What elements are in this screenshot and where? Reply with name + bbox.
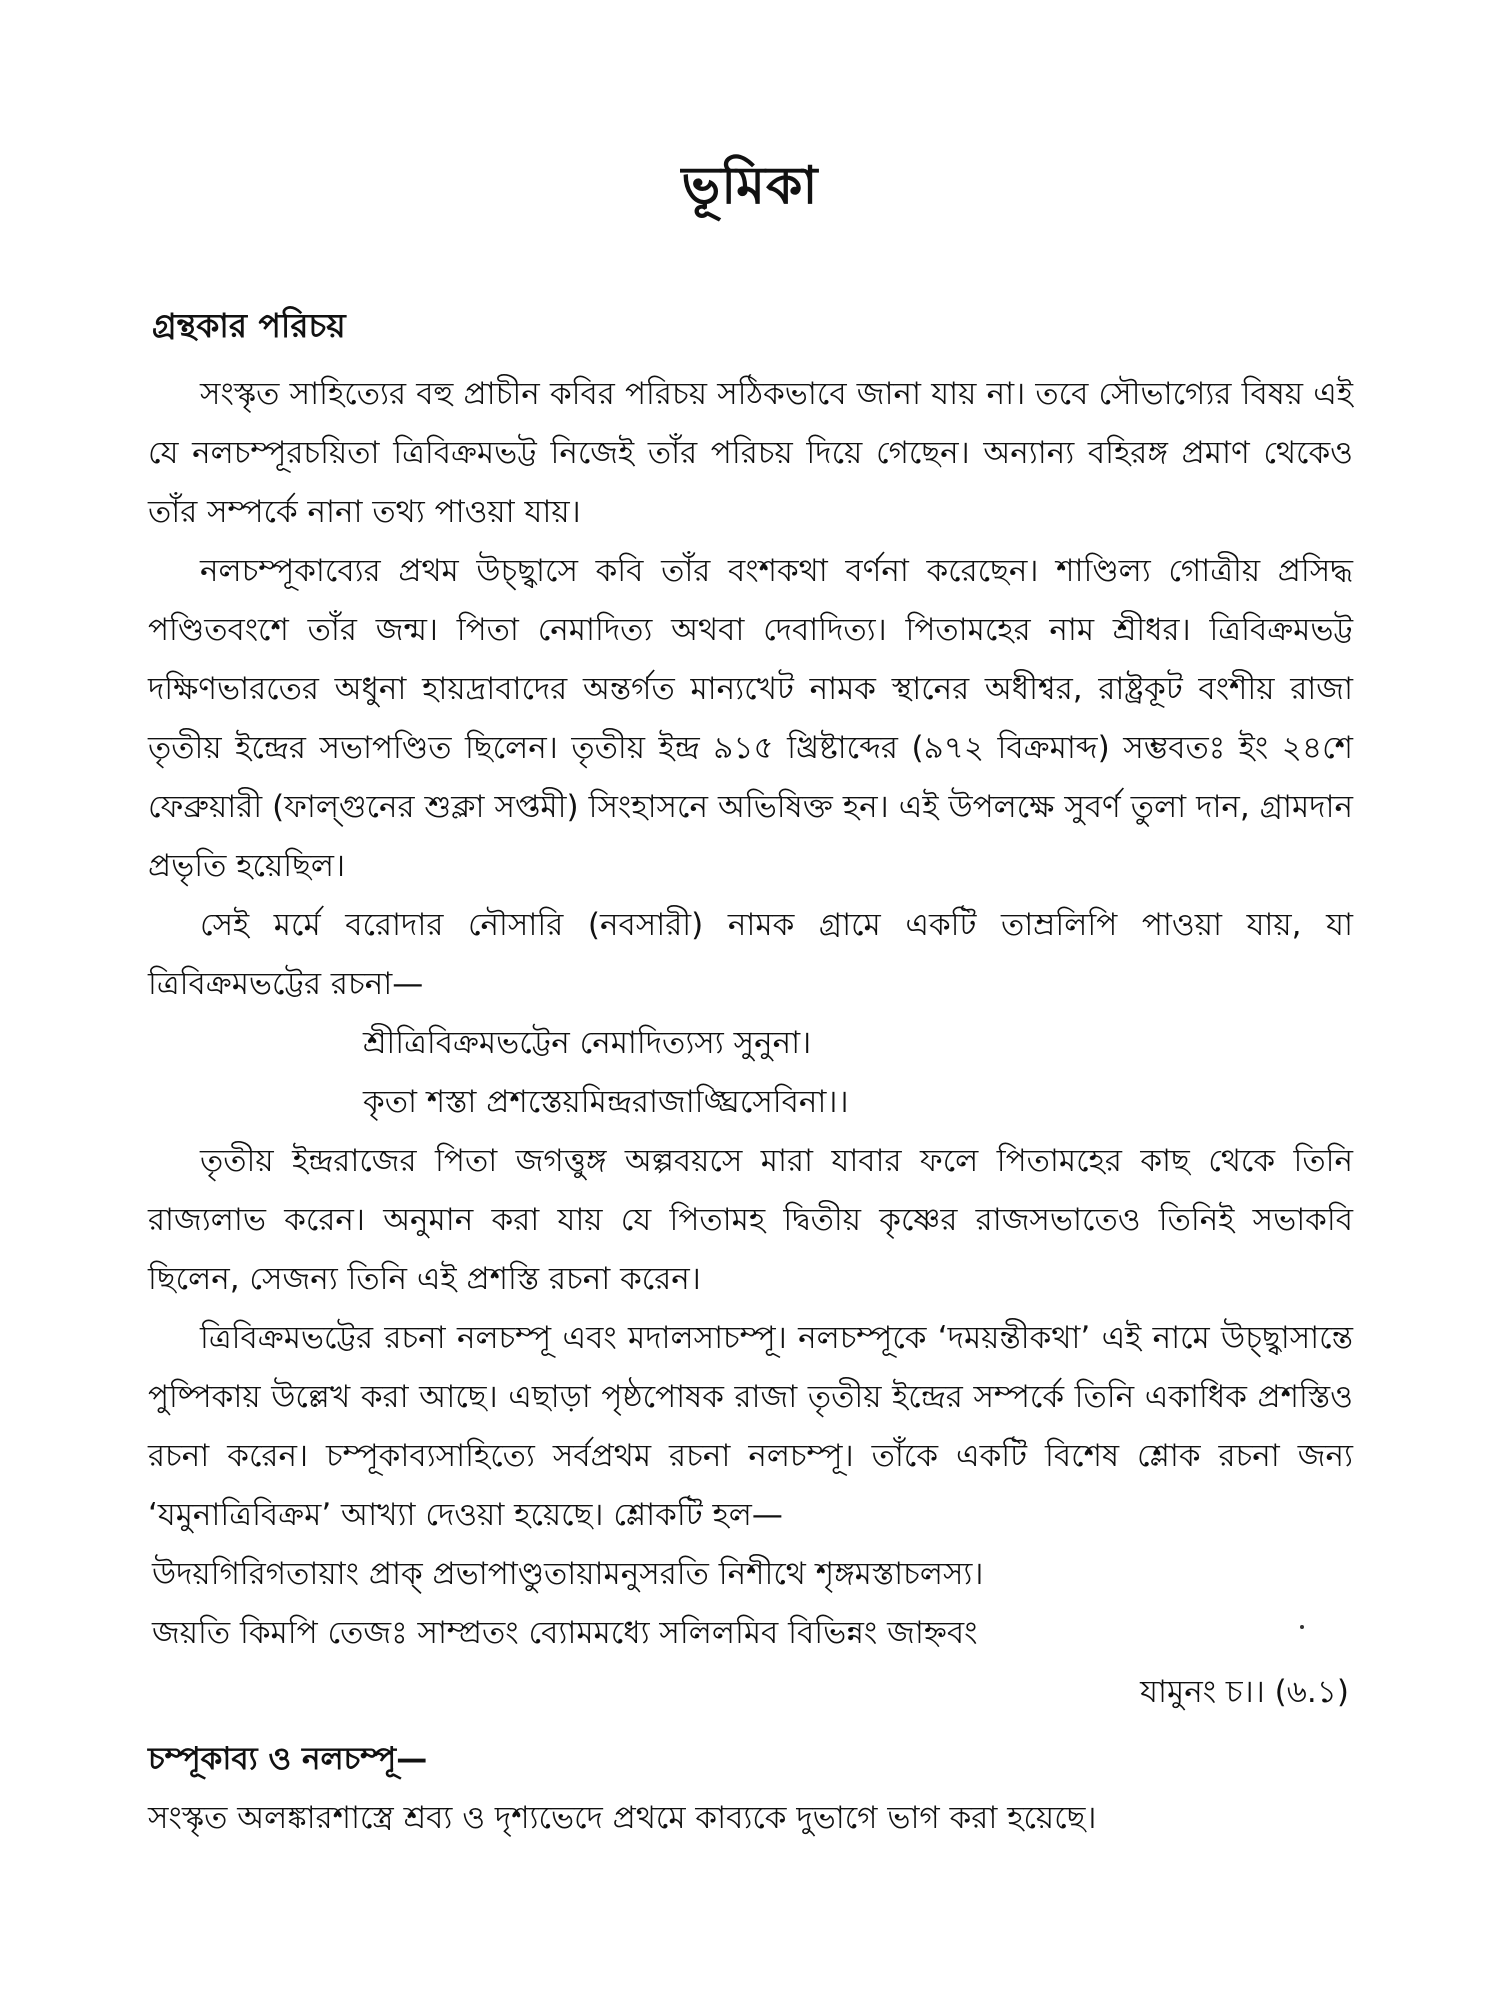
verse-line-1: শ্রীত্রিবিক্রমভট্টেন নেমাদিত্যস্য সুনুনা।: [363, 1025, 812, 1061]
paragraph-author-intro: সংস্কৃত সাহিত্যের বহু প্রাচীন কবির পরিচয় সঠিকভাবে জানা যায় না। তবে সৌভাগ্যের বিষয় এই যে নলচম্পূরচয়িতা ত্রিবিক্রমভট্ট নিজেই তাঁর পরিচয় দিয়ে গেছেন। অন্যান্য বহিরঙ্গ প্রমাণ থেকেও তাঁর সম্পর্কে নানা তথ্য পাওয়া যায়।: [148, 376, 1353, 530]
verse-line-2: কৃতা শস্তা প্রশস্তেয়মিন্দ্ররাজাঙ্ঘ্রিসেবিনা।।: [363, 1084, 849, 1120]
paragraph-lineage: নলচম্পূকাব্যের প্রথম উচ্ছ্বাসে কবি তাঁর বংশকথা বর্ণনা করেছেন। শাণ্ডিল্য গোত্রীয় প্রসিদ্ধ পণ্ডিতবংশে তাঁর জন্ম। পিতা নেমাদিত্য অথবা দেবাদিত্য। পিতামহের নাম শ্রীধর। ত্রিবিক্রমভট্ট দক্ষিণভারতের অধুনা হায়দ্রাবাদের অন্তর্গত মান্যখেট নামক স্থানের অধীশ্বর, রাষ্ট্রকূট বংশীয় রাজা তৃতীয় ইন্দ্রের সভাপণ্ডিত ছিলেন। তৃতীয় ইন্দ্র ৯১৫ খ্রিষ্টাব্দের (৯৭২ বিক্রমাব্দ) সম্ভবতঃ ইং ২৪শে ফেব্রুয়ারী (ফাল্গুনের শুক্লা সপ্তমী) সিংহাসনে অভিষিক্ত হন। এই উপলক্ষে সুবর্ণ তুলা দান, গ্রামদান প্রভৃতি হয়েছিল।: [148, 553, 1353, 884]
sub-heading: চম্পূকাব্য ও নলচম্পূ—: [148, 1741, 428, 1777]
paragraph-works: ত্রিবিক্রমভট্টের রচনা নলচম্পূ এবং মদালসাচম্পূ। নলচম্পূকে ‘দময়ন্তীকথা’ এই নামে উচ্ছ্বাসান্তে পুষ্পিকায় উল্লেখ করা আছে। এছাড়া পৃষ্ঠপোষক রাজা তৃতীয় ইন্দ্রের সম্পর্কে তিনি একাধিক প্রশস্তিও রচনা করেন। চম্পূকাব্যসাহিত্যে সর্বপ্রথম রচনা নলচম্পূ। তাঁকে একটি বিশেষ শ্লোক রচনা জন্য ‘যমুনাত্রিবিক্রম’ আখ্যা দেওয়া হয়েছে। শ্লোকটি হল—: [148, 1320, 1353, 1533]
sloka-block: [148, 1545, 1353, 1722]
paragraph-indraraja: তৃতীয় ইন্দ্ররাজের পিতা জগত্তুঙ্গ অল্পবয়সে মারা যাবার ফলে পিতামহের কাছ থেকে তিনি রাজ্যলাভ করেন। অনুমান করা যায় যে পিতামহ দ্বিতীয় কৃষ্ণের রাজসভাতেও তিনিই সভাকবি ছিলেন, সেজন্য তিনি এই প্রশস্তি রচনা করেন।: [148, 1143, 1353, 1297]
paragraph-classification: সংস্কৃত অলঙ্কারশাস্ত্রে শ্রব্য ও দৃশ্যভেদে প্রথমে কাব্যকে দুভাগে ভাগ করা হয়েছে।: [148, 1800, 1097, 1836]
section-heading: গ্রন্থকার পরিচয়: [152, 306, 346, 345]
stray-dot: [1300, 1625, 1304, 1629]
page-title: ভূমিকা: [681, 156, 819, 216]
sloka-line-2: জয়তি কিমপি তেজঃ সাম্প্রতং ব্যোমমধ্যে সলিলমিব বিভিন্নং জাহ্নবং: [152, 1615, 978, 1651]
sloka-line-1: উদয়গিরিগতায়াং প্রাক্ প্রভাপাণ্ডুতায়ামনুসরতি নিশীথে শৃঙ্গমস্তাচলস্য।: [152, 1556, 984, 1592]
verse-block: [148, 1014, 1353, 1132]
paragraph-copper-plate: সেই মর্মে বরোদার নৌসারি (নবসারী) নামক গ্রামে একটি তাম্রলিপি পাওয়া যায়, যা ত্রিবিক্রমভট্টের রচনা—: [148, 907, 1353, 1002]
body-text: [148, 365, 1353, 1848]
sloka-ending: যামুনং চ।। (৬.১): [1140, 1674, 1349, 1710]
